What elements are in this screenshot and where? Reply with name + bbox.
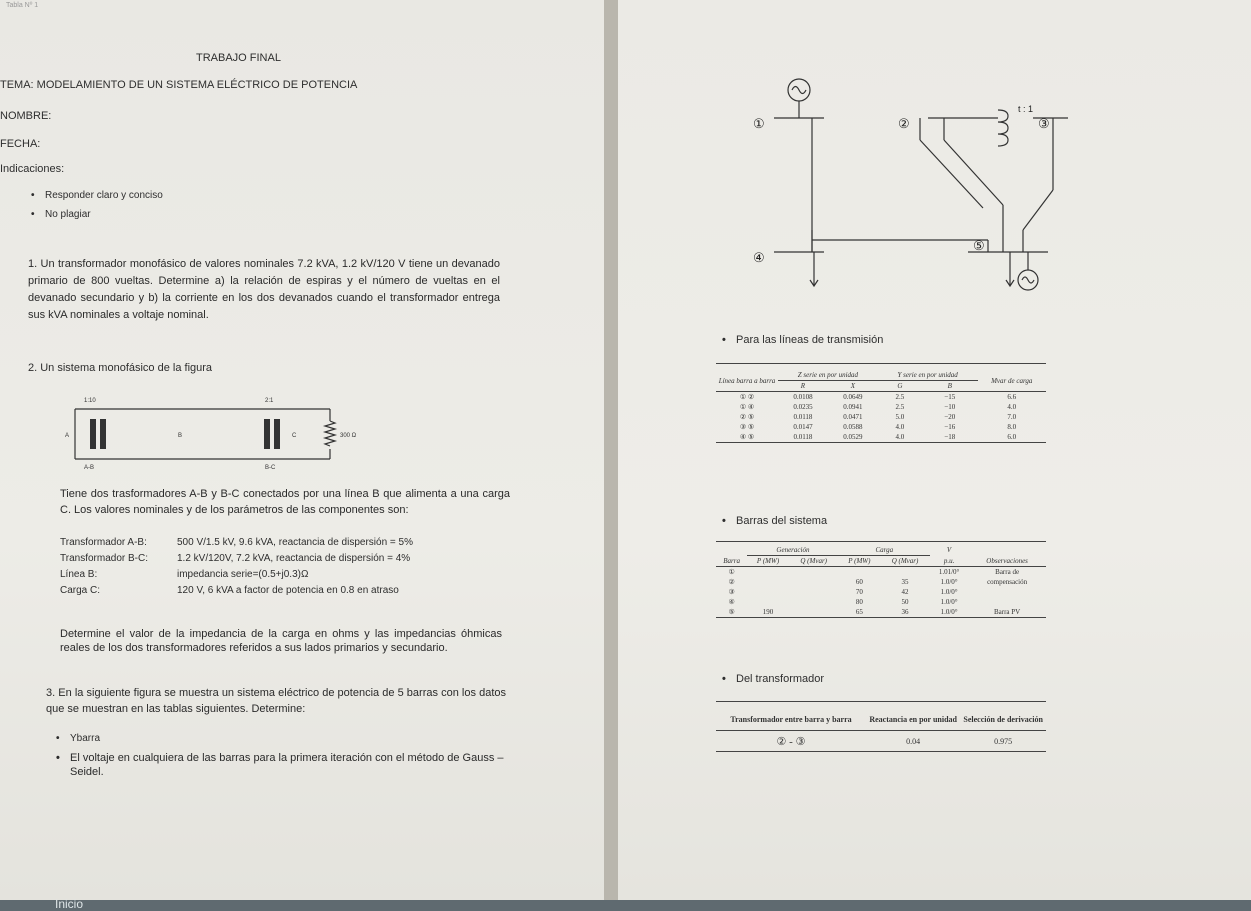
table-row [716,587,1046,597]
bullet-item: • Responder claro y conciso [45,190,163,201]
cell: −18 [944,433,956,441]
cell: 80 [855,598,863,606]
section-lines-title: • Para las líneas de transmisión [736,334,883,346]
question-2-text: Tiene dos trasformadores A-B y B-C conectados por una línea B que alimenta a una carga C. Los valores nominales y de los parámetros de las componentes son: [60,488,510,516]
q3-bullet-item: • Ybarra [70,733,100,744]
cell: 4.0 [895,433,905,441]
cell: 0.975 [994,736,1013,746]
cell [789,587,839,597]
bus-label-4: ④ [753,250,765,265]
cell: ① ② [739,393,755,401]
bus-label-3: ③ [1038,116,1050,131]
doc-title: TRABAJO FINAL [196,52,281,64]
cell: compensación [987,578,1028,586]
cell [747,567,789,578]
cell [747,597,789,607]
single-phase-circuit-diagram [60,393,360,473]
table-row [716,607,1046,618]
taskbar [0,897,1251,911]
cell: 70 [855,588,863,596]
col-header: Reactancia en por unidad [869,714,957,724]
question-1: 1. Un transformador monofásico de valores nominales 7.2 kVA, 1.2 kV/120 V tiene un devanado primario de 800 vueltas. Determine a) la relación de espiras y el número de vueltas en el devanado secundario y b) la corriente en los dos devanados cuando el transformador entrega sus kVA nominales a voltaje nominal. [28,258,500,321]
bus-label-1: ① [753,116,765,131]
transformer-table [716,708,1046,752]
fecha-label: FECHA: [0,138,41,150]
nombre-label: NOMBRE: [0,110,52,122]
cell [789,597,839,607]
cell: 7.0 [1007,413,1017,421]
fig2-load-value: 300 Ω [340,433,357,439]
cell: −15 [944,393,956,401]
document-page-right [618,0,1251,900]
col-header-line: Línea barra a barra [718,376,776,385]
cell [968,587,1046,597]
col-group-v: V [946,546,952,555]
table-row [716,402,1046,412]
cell: ④ ⑤ [739,433,755,441]
cell: 1.0/0° [940,608,958,616]
table-row [716,577,1046,587]
bullet-item: • No plagiar [45,209,91,220]
col-header-mvar: Mvar de carga [991,376,1033,385]
table-rule [716,541,1046,542]
cell: 0.0118 [793,413,813,421]
transformer-ratio-label: t : 1 [1018,104,1034,114]
cell: ② [728,578,735,586]
col-group-y: Y serie en por unidad [878,370,978,381]
cell: 1.0/0° [940,598,958,606]
cell: Barra de [995,568,1020,576]
cell: −16 [944,423,956,431]
col-group-gen: Generación [747,545,838,556]
col-header: p.u. [943,556,955,565]
table-rule [716,701,1046,702]
table-row [716,432,1046,443]
cell: 0.0471 [843,413,863,421]
cell: ② - ③ [776,735,806,748]
table-row [716,731,1046,752]
col-header: P (MW) [848,557,871,565]
tema-line: TEMA: MODELAMIENTO DE UN SISTEMA ELÉCTRICO DE POTENCIA [0,79,358,91]
table-row [716,597,1046,607]
bus-label-5: ⑤ [973,238,985,253]
section-bars-title: • Barras del sistema [736,515,827,527]
table-row [716,392,1046,403]
param-value: 1.2 kV/120V, 7.2 kVA, reactancia de dispersión = 4% [177,553,411,564]
param-label: Línea B: [60,569,98,580]
cell [789,607,839,618]
cell: ① ④ [739,403,755,411]
cell: 0.04 [906,736,921,746]
cell [747,577,789,587]
table-row [716,412,1046,422]
cell: 5.0 [895,413,905,421]
cell: 4.0 [1007,403,1017,411]
page-header-small: Tabla Nº 1 [6,2,39,9]
cell: 65 [855,608,863,616]
start-button[interactable]: Inicio [55,897,84,911]
lines-table [716,370,1046,443]
cell: 2.5 [895,393,905,401]
cell: ④ [728,598,735,606]
cell: 190 [762,608,774,616]
fig2-label-c: C [292,433,297,439]
fig2-label-a: A [65,433,70,439]
param-label: Carga C: [60,585,101,596]
table-row [716,422,1046,432]
cell: 1.01/0° [938,568,960,576]
col-header: Transformador entre barra y barra [730,714,852,724]
five-bus-system-diagram [748,70,1068,300]
cell: 0.0649 [843,393,863,401]
cell: ① [728,568,735,576]
cell: 36 [901,608,909,616]
col-header-r: R [800,382,806,390]
cell [880,567,930,578]
question-2-title: 2. Un sistema monofásico de la figura [28,362,213,374]
table-rule [716,363,1046,364]
cell: 42 [901,588,909,596]
cell: 0.0529 [843,433,863,441]
document-page-left [0,0,604,900]
cell: 0.0108 [793,393,813,401]
cell: 1.0/0° [940,588,958,596]
bus-label-2: ② [898,116,910,131]
fig2-label-bc: B-C [265,465,276,471]
cell: ⑤ [728,608,735,616]
fig2-label-ab: A-B [84,465,95,471]
cell: 0.0147 [793,423,813,431]
q3-bullet-item: • El voltaje en cualquiera de las barras para la primera iteración con el método de Gauss – Seidel. [70,751,510,779]
cell: −10 [944,403,956,411]
cell: 0.0235 [793,403,813,411]
cell: 0.0588 [843,423,863,431]
page-gap [604,0,618,911]
cell [968,597,1046,607]
col-group-carga: Carga [839,545,930,556]
table-row [716,567,1046,578]
cell: ③ [728,588,735,596]
cell: 1.0/0° [940,578,958,586]
question-3: 3. En la siguiente figura se muestra un sistema eléctrico de potencia de 5 barras con los datos que se muestran en las tablas siguientes. Determine: [46,687,506,715]
cell: 0.0941 [843,403,863,411]
fig2-label-ratio-bc: 2:1 [265,398,274,404]
fig2-label-ratio-ab: 1:10 [84,398,96,404]
cell: 2.5 [895,403,905,411]
col-header-g: G [897,382,903,390]
cell: 6.0 [1007,433,1017,441]
question-2-determine: Determine el valor de la impedancia de la carga en ohms y las impedancias óhmicas reales de los dos transformadores referidos a sus lados primarios y secundario. [60,628,502,654]
cell [789,567,839,578]
cell: 35 [901,578,909,586]
col-header: P (MW) [756,557,780,565]
cell: 0.0118 [793,433,813,441]
col-group-z: Z serie en por unidad [778,370,878,381]
cell: ② ⑤ [739,413,755,421]
param-label: Transformador A-B: [60,537,147,548]
col-header: Barra [723,556,740,565]
col-header: Q (Mvar) [891,557,919,565]
param-label: Transformador B-C: [60,553,148,564]
section-trafo-title: • Del transformador [736,673,824,685]
col-header-b: B [947,382,952,390]
cell [789,577,839,587]
cell: −20 [944,413,956,421]
cell: 4.0 [895,423,905,431]
bars-table [716,545,1046,618]
cell: ③ ⑤ [739,423,755,431]
fig2-label-b: B [178,433,183,439]
cell: Barra PV [993,608,1021,616]
cell [839,567,881,578]
col-header: Q (Mvar) [800,557,828,565]
cell: 8.0 [1007,423,1017,431]
col-header: Observaciones [986,556,1028,565]
cell [747,587,789,597]
indicaciones-label: Indicaciones: [0,163,65,175]
cell: 50 [901,598,909,606]
col-header-x: X [850,382,855,390]
param-value: 500 V/1.5 kV, 9.6 kVA, reactancia de dispersión = 5% [177,537,413,548]
cell: 6.6 [1007,393,1017,401]
param-value: 120 V, 6 kVA a factor de potencia en 0.8 en atraso [177,585,399,596]
col-header: Selección de derivación [963,714,1043,724]
param-value: impedancia serie=(0.5+j0.3)Ω [177,569,309,580]
cell: 60 [855,578,863,586]
